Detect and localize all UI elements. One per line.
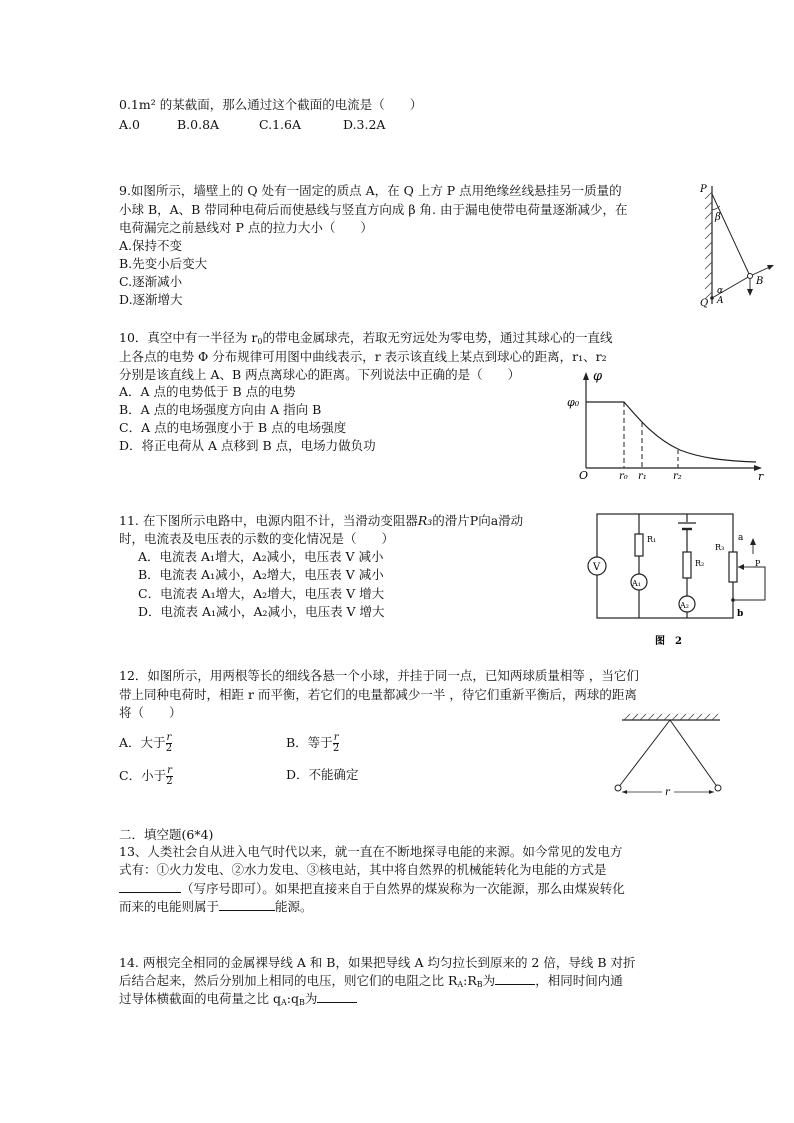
q8-option-b: B.0.8A xyxy=(177,117,220,132)
q10-option-a: A．A 点的电势低于 B 点的电势 xyxy=(119,384,296,399)
q8-stem: 0.1m² 的某截面，那么通过这个截面的电流是（ ） xyxy=(119,97,423,112)
q11-option-d: D．电流表 A₁减小，A₂减小，电压表 V 增大 xyxy=(138,604,385,619)
q10-option-d: D．将正电荷从 A 点移到 B 点，电场力做负功 xyxy=(119,438,376,453)
q10-label-r1: r₁ xyxy=(638,471,647,482)
q13-line4: 而来的电能则属于 能源。 xyxy=(119,899,313,914)
q13-line1: 13、人类社会自从进入电气时代以来，就一直在不断地探寻电能的来源。如今常见的发电方 xyxy=(119,844,623,859)
q11-label-r3: R₃ xyxy=(715,543,725,552)
q14-line3: 过导体横截面的电荷量之比 $q_A:q_B$为 xyxy=(119,990,357,1012)
q11-label-b: b xyxy=(737,609,744,619)
q10-stem-line1: 10．真空中有一半径为 $r_0$的带电金属球壳，若取无穷远处为零电势，通过其球心的一直线 xyxy=(119,330,613,346)
q9-option-d: D.逐渐增大 xyxy=(119,292,183,307)
q8-option-a: A.0 xyxy=(119,117,140,132)
q10-figure-potential-curve xyxy=(560,369,770,483)
q11-label-r1: R₁ xyxy=(647,535,657,544)
q9-figure-wall-pendulum xyxy=(690,180,780,310)
q14-line1: 14. 两根完全相同的金属裸导线 A 和 B，如果把导线 A 均匀拉长到原来的 2 倍，导线 B 对折 xyxy=(119,955,636,970)
q9-stem-line1: 9.如图所示，墙壁上的 Q 处有一固定的质点 A，在 Q 上方 P 点用绝缘丝线悬挂另一质量的 xyxy=(119,183,622,198)
q13-blank-1 xyxy=(119,892,181,893)
q10-label-r: r xyxy=(758,470,764,483)
q11-caption: 图 2 xyxy=(655,636,682,647)
q12-figure-two-pendulums xyxy=(610,712,730,802)
q9-option-a: A.保持不变 xyxy=(119,238,183,253)
q10-option-b: B．A 点的电场强度方向由 A 指向 B xyxy=(119,402,322,417)
q11-stem-line1: 11. 在下图所示电路中，电源内阻不计，当滑动变阻器R₃的滑片P向a滑动 xyxy=(119,513,524,528)
q12-option-b: B．等于 $\frac{r}{2}$ xyxy=(286,732,340,754)
q10-label-origin: O xyxy=(579,469,589,482)
q9-label-q: Q xyxy=(700,298,709,309)
q11-ammeter-a2: A₂ xyxy=(680,601,689,610)
q13-line3: （写序号即可）。如果把直接来自于自然界的煤炭称为一次能源，那么由煤炭转化 xyxy=(119,880,625,898)
q9-label-b: B xyxy=(756,276,764,287)
q11-voltmeter: V xyxy=(593,562,601,573)
q10-stem-line3: 分别是该直线上 A、B 两点离球心的距离。下列说法中正确的是（ ） xyxy=(119,367,521,382)
q12-stem-line2: 带上同种电荷时，相距 r 而平衡，若它们的电量都减少一半 ，待它们重新平衡后，两球的距离 xyxy=(119,687,637,702)
q10-stem-line2: 上各点的电势 Φ 分布规律可用图中曲线表示，r 表示该直线上某点到球心的距离，r₁、r₂ xyxy=(119,349,607,364)
q8-option-c: C.1.6A xyxy=(259,117,301,132)
q11-option-b: B．电流表 A₁减小，A₂增大，电压表 V 减小 xyxy=(138,567,384,582)
q12-stem-line3: 将（ ） xyxy=(119,705,182,720)
q11-stem-line2: 时，电流表及电压表的示数的变化情况是（ ） xyxy=(119,531,395,546)
q9-option-c: C.逐渐减小 xyxy=(119,274,183,289)
q11-label-r2: R₂ xyxy=(695,559,705,568)
q12-stem-line1: 12．如图所示，用两根等长的细线各悬一个小球，并挂于同一点，已知两球质量相等 ，当它们 xyxy=(119,668,639,683)
q11-ammeter-a1: A₁ xyxy=(632,579,641,588)
q11-option-c: C．电流表 A₁增大，A₂增大，电压表 V 增大 xyxy=(138,586,385,601)
q13-line2: 式有：①火力发电、②水力发电、③核电站，其中将自然界的机械能转化为电能的方式是 xyxy=(119,862,607,877)
q8-option-d: D.3.2A xyxy=(343,117,386,132)
q9-stem-line3: 电荷漏完之前悬线对 P 点的拉力大小（ ） xyxy=(119,220,373,235)
q10-option-c: C．A 点的电场强度小于 B 点的电场强度 xyxy=(119,420,347,435)
q10-label-r2: r₂ xyxy=(673,471,682,482)
q14-line2: 后结合起来，然后分别加上相同的电压，则它们的电阻之比 $R_A:R_B$为 ，相同时间内通 xyxy=(119,973,623,989)
q10-label-phi0: φ₀ xyxy=(567,396,580,409)
q12-option-d: D．不能确定 xyxy=(286,767,359,782)
q10-label-phi: φ xyxy=(593,369,603,384)
q12-option-a: A．大于 $\frac{r}{2}$ xyxy=(119,732,173,754)
q9-option-b: B.先变小后变大 xyxy=(119,256,208,271)
q11-label-a: a xyxy=(738,533,744,543)
q12-option-c: C．小于 $\frac{r}{2}$ xyxy=(119,765,173,787)
q11-label-p: P xyxy=(755,559,761,568)
q9-label-p: P xyxy=(700,184,707,195)
q11-option-a: A．电流表 A₁增大，A₂减小，电压表 V 减小 xyxy=(138,549,384,564)
q9-label-alpha: α xyxy=(717,286,724,296)
q13-blank-2 xyxy=(219,910,275,911)
q9-stem-line2: 小球 B，A、B 带同种电荷后而使悬线与竖直方向成 β 角. 由于漏电使带电荷量逐渐减少，在 xyxy=(119,202,628,217)
q14-blank-1 xyxy=(495,984,535,985)
q9-label-beta: β xyxy=(715,212,721,223)
q14-blank-2 xyxy=(317,1002,357,1003)
section2-title: 二．填空题(6*4) xyxy=(119,827,214,842)
q10-label-r0: r₀ xyxy=(619,471,628,482)
q9-label-a: A xyxy=(717,296,724,306)
q12-label-r: r xyxy=(665,787,670,798)
q11-figure-circuit xyxy=(585,510,775,650)
